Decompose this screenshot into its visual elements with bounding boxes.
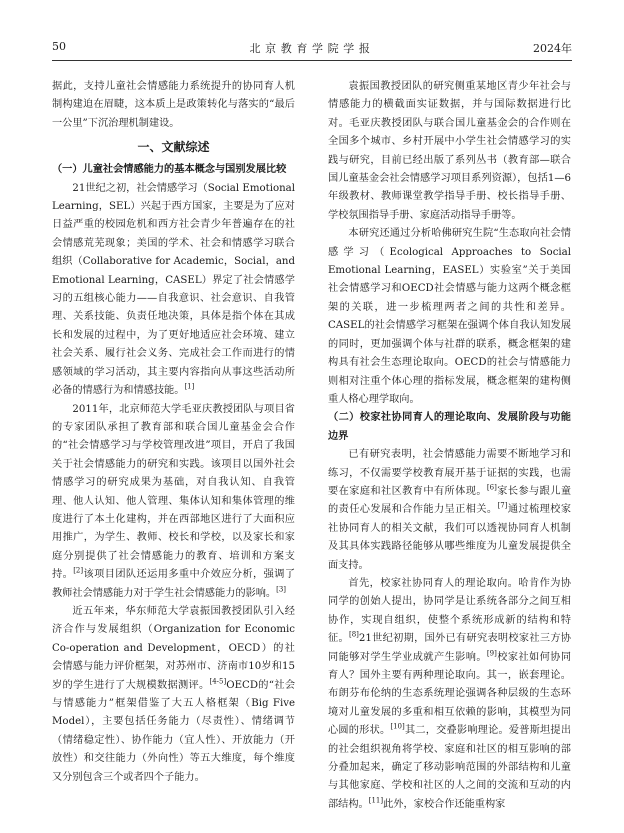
paragraph-text: 已有研究表明，社会情感能力需要不断地学习和练习，不仅需要学校教育展开基于证据的实践，也需要在家庭和社区教育中有所体现。 [328, 449, 571, 497]
paragraph-text: 此外，家校合作还能重构家 [383, 798, 506, 810]
paragraph-text: 其二，交叠影响理论。爱普斯坦提出的社会组织视角将学校、家庭和社区的相互影响的部分叠加起来，确定了移动影响范围的外部结构和儿童与其他家庭、学校和社区的人之间的交流和互动的内部结构。 [328, 725, 572, 810]
paragraph-text: 21世纪之初，社会情感学习（Social Emotional Learning，SEL）兴起于西方国家，主要是为了应对日益严重的校园危机和西方社会青少年普遍存在的社会情感荒芜现象；美国的学术、社会和情感学习联合组织（Collaborative for Academic，Social，and Emotional Learning，CASEL）界定了社会情感学习的五组核心能力——自我意识、社会意识、自我管理、关系技能、负责任地决策，具体是指个体在其成长和发展的过程中，为了更好地适应社会环境、建立社会关系、履行社会义务、完成社会工作而进行的情感领域的学习活动，其主要内容指向从事这些活动所必备的情感行为和情感技能。 [52, 182, 295, 397]
issue-year: 2024年 [533, 42, 572, 55]
running-header [52, 40, 572, 56]
paragraph [52, 401, 295, 603]
paragraph [328, 575, 571, 814]
header-rule [52, 60, 572, 61]
paragraph-text: 近五年来，华东师范大学袁振国教授团队引入经济合作与发展组织（Organization for Economic Co-operation and Development，OECD）的社会情感与能力评价框架，对苏州市、济南市10岁和15岁的学生进行了大规模数据测评。 [52, 605, 295, 691]
paragraph [52, 180, 295, 401]
paragraph [52, 603, 295, 787]
citation: [9] [486, 649, 497, 658]
paragraph: 据此，支持儿童社会情感能力系统提升的协同育人机制构建迫在眉睫，这本质上是政策转化与落实的“最后一公里”下沉治理机制建设。 [52, 81, 295, 129]
citation: [4-5] [209, 677, 227, 686]
paragraph-text: 21世纪初期，国外已有研究表明校家社三方协同能够对学生学业成就产生影响。 [328, 633, 571, 663]
paragraph: 本研究还通过分析哈佛研究生院“生态取向社会情感学习（Ecological Approaches to Social Emotional Learning，EASEL）实验室”关于美国社会情感学习和OECD社会情感与能力这两个概念框架的关联，进一步梳理两者之间的共性和差异。CASEL的社会情感学习框架在强调个体自我认知发展的同时，更加强调个体与社群的联系，概念框架的建构具有社会生态理论取向。OECD的社会与情感能力则相对注重个体心理的指标发展，概念框架的建构侧重人格心理学取向。 [328, 228, 571, 405]
citation: [1] [184, 382, 195, 391]
citation: [11] [368, 796, 384, 805]
paragraph-text: 首先，校家社协同育人的理论取向。哈肯作为协同学的创始人提出，协同学是让系统各部分之间互相协作，实现自组织，使整个系统形成新的结构和特征。 [328, 577, 571, 645]
left-column [52, 78, 295, 787]
citation: [6] [486, 483, 497, 492]
section-heading: 一、文献综述 [137, 140, 210, 155]
paragraph-text: 2011年，北京师范大学毛亚庆教授团队与项目省的专家团队承担了教育部和联合国儿童基金会合作的“社会情感学习与学校管理改进”项目，开启了我国关于社会情感能力的研究和实践。该项目以国外社会情感学习的研究成果为基础，对自我认知、自我管理、他人认知、他人管理、集体认知和集体管理的维度进行了本土化建构，并在西部地区进行了大面积应用推广，为学生、教师、校长和学校，以及家长和家庭分别提供了社会情感能力的教育、培训和方案支持。 [52, 403, 295, 581]
paragraph-text: 校家社如何协同育人？国外主要有两种理论取向。其一，嵌套理论。布朗芬布伦纳的生态系统理论强调各种层级的生态环境对儿童发展的多重和相互依赖的影响，其模型为同心圆的形状。 [328, 651, 572, 737]
paragraph: 袁振国教授团队的研究侧重某地区青少年社会与情感能力的横截面实证数据，并与国际数据进行比对。毛亚庆教授团队与联合国儿童基金会的合作则在全国多个城市、乡村开展中小学生社会情感学习的实践与研究，目前已经出版了系列丛书（教育部—联合国儿童基金会社会情感学习项目系列资源），包括1—6年级教材、教师课堂教学指导手册、校长指导手册、学校氛围指导手册、家庭活动指导手册等。 [328, 81, 571, 221]
citation: [8] [348, 630, 359, 639]
citation: [7] [497, 501, 508, 510]
paragraph-text: 通过梳理校家社协同育人的相关文献，我们可以透视协同育人机制及其具体实践路径能够从哪些维度为儿童发展提供全面支持。 [328, 504, 572, 571]
citation: [10] [390, 722, 405, 731]
journal-title: 北京教育学院学报 [249, 42, 375, 55]
paragraph-text: OECD的“社会与情感能力”框架借鉴了大五人格框架（Big Five Model），主要包括任务能力（尽责性）、情绪调节（情绪稳定性）、协作能力（宜人性）、开放能力（开放性）和交往能力（外向性）等五大维度，每个维度又分别包含三个或者四个子能力。 [52, 679, 296, 783]
citation: [3] [276, 585, 287, 594]
page-number: 50 [52, 40, 66, 53]
paragraph [328, 446, 571, 575]
citation: [2] [73, 566, 84, 575]
subsection-heading: （二）校家社协同育人的理论取向、发展阶段与功能边界 [328, 412, 571, 442]
paragraph-text: 家长参与跟儿童的责任心发展和合作能力呈正相关。 [328, 485, 572, 516]
subsection-heading: （一）儿童社会情感能力的基本概念与国别发展比较 [52, 164, 287, 176]
right-column [328, 78, 571, 814]
paragraph-text: 该项目团队还运用多重中介效应分析，强调了教师社会情感能力对于学生社会情感能力的影响。 [52, 569, 296, 599]
